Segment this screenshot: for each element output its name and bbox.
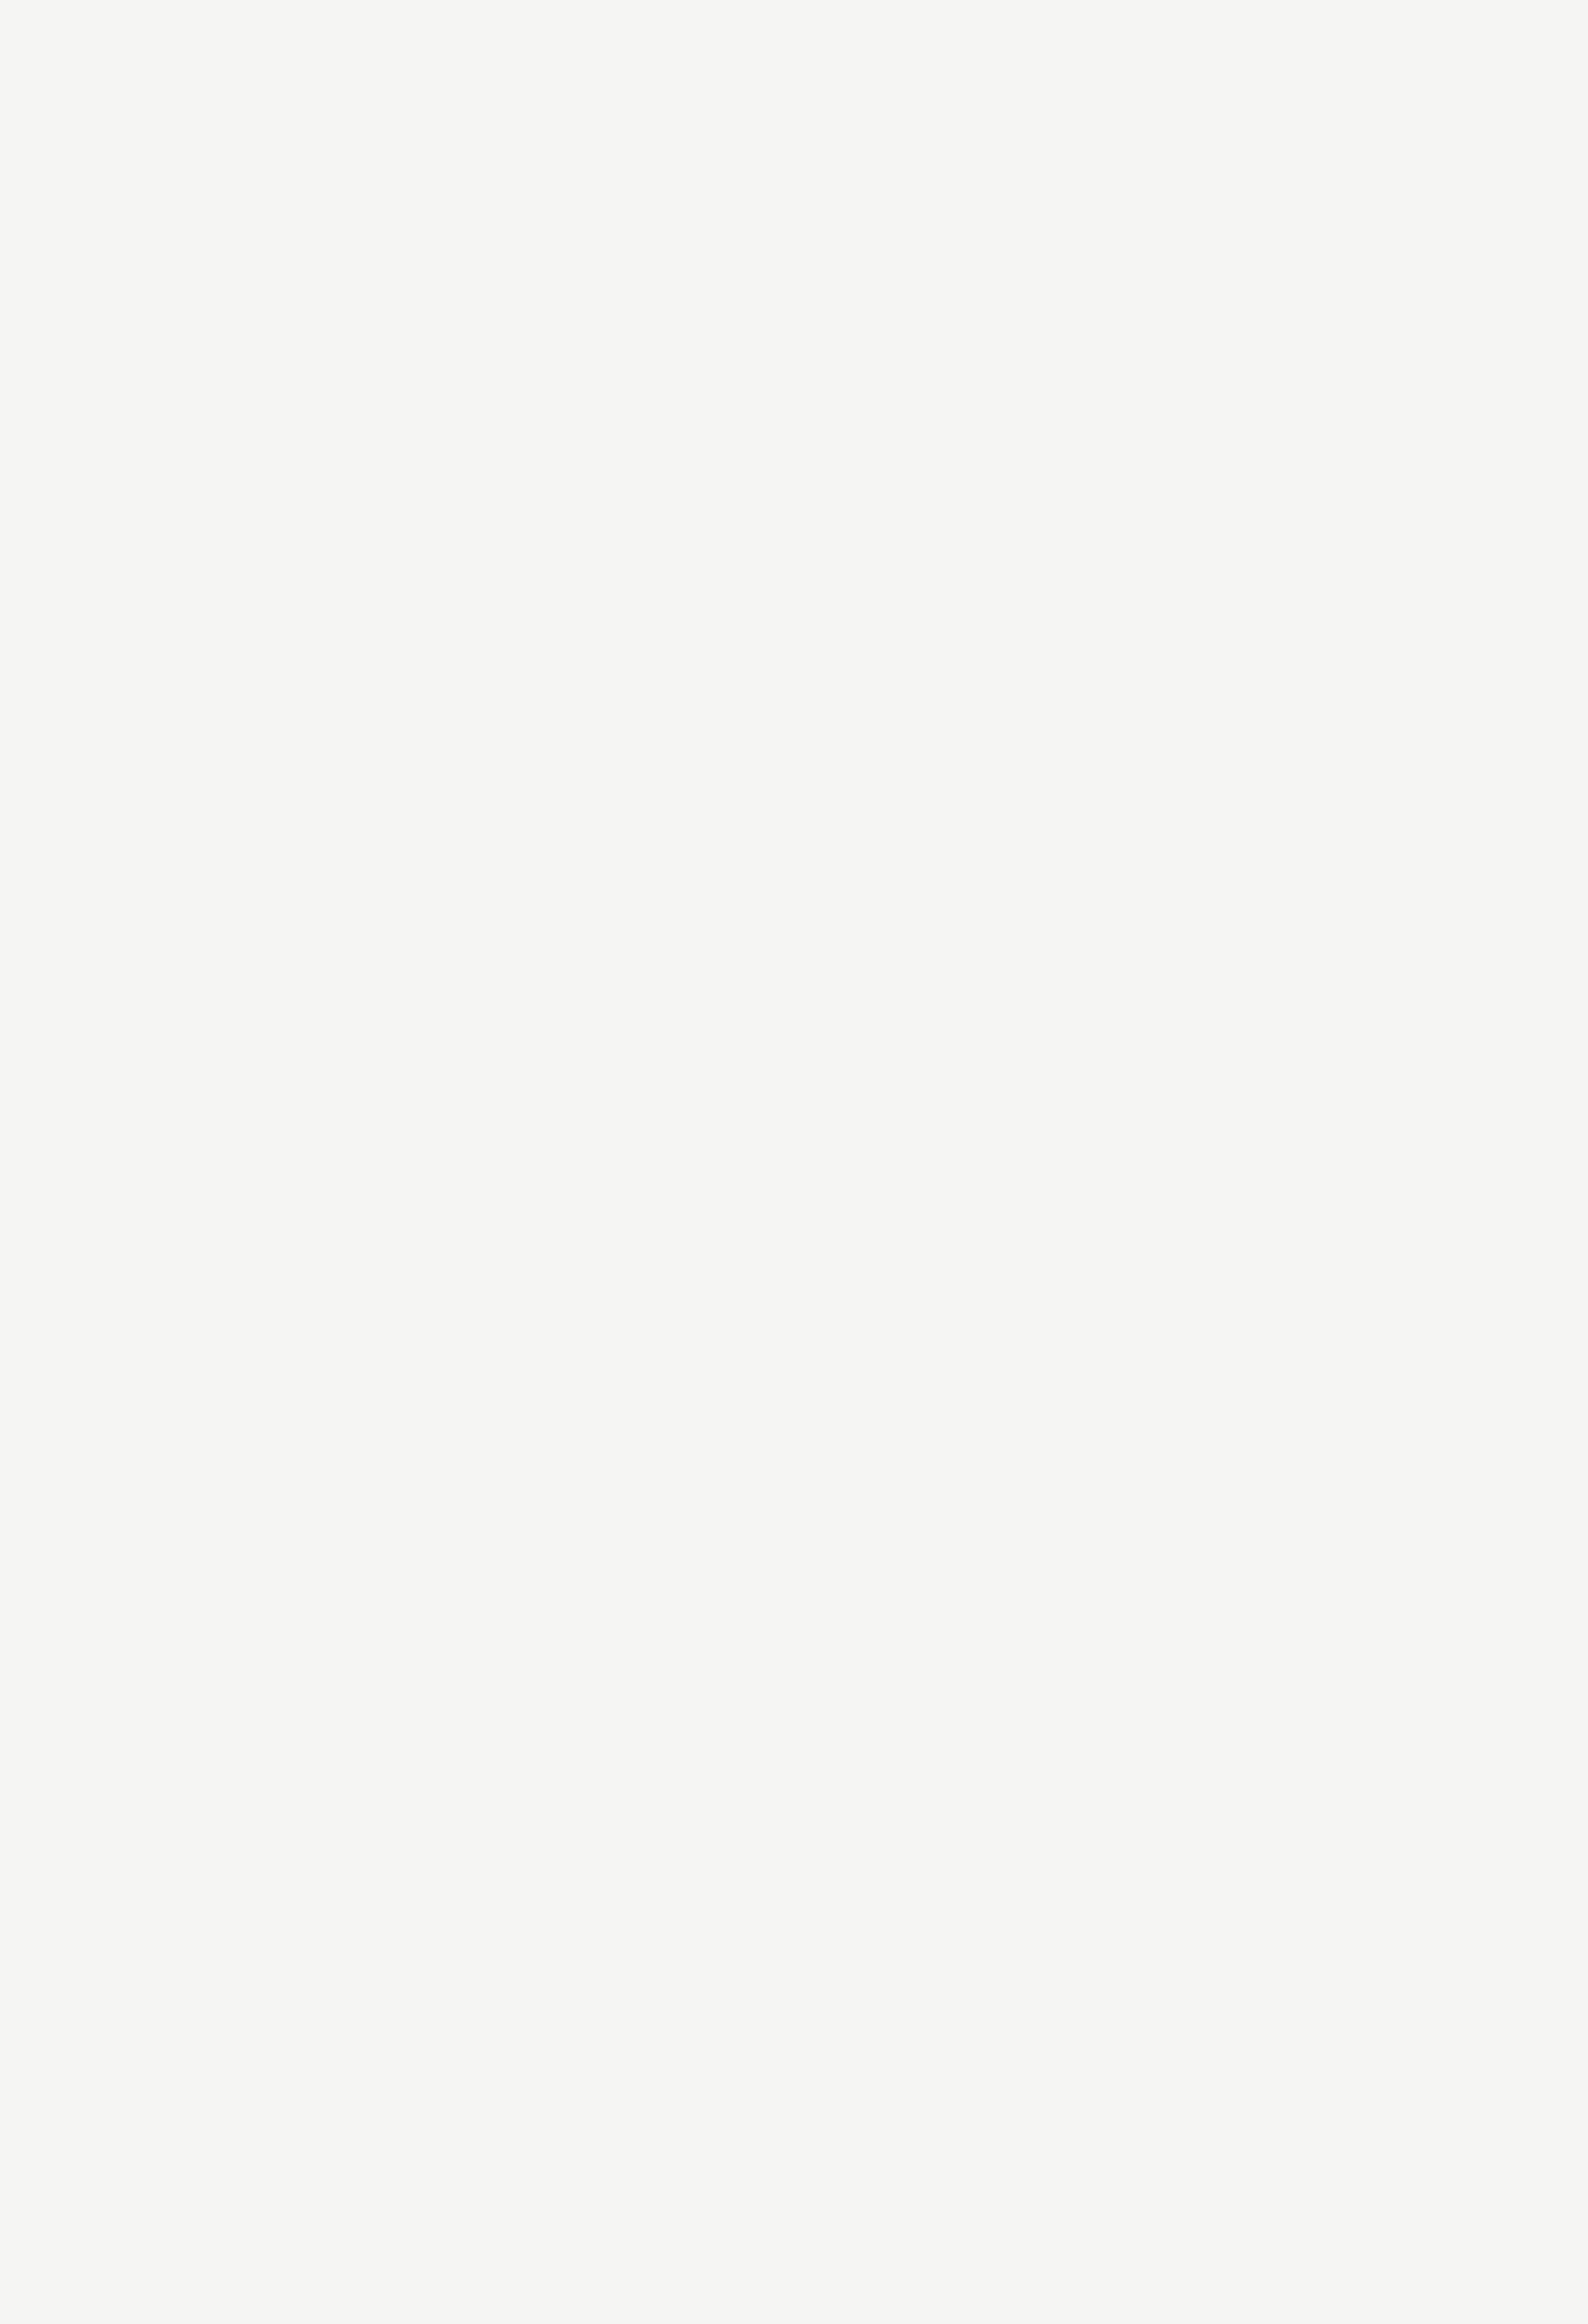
answer-row-ix <box>176 2160 275 2204</box>
